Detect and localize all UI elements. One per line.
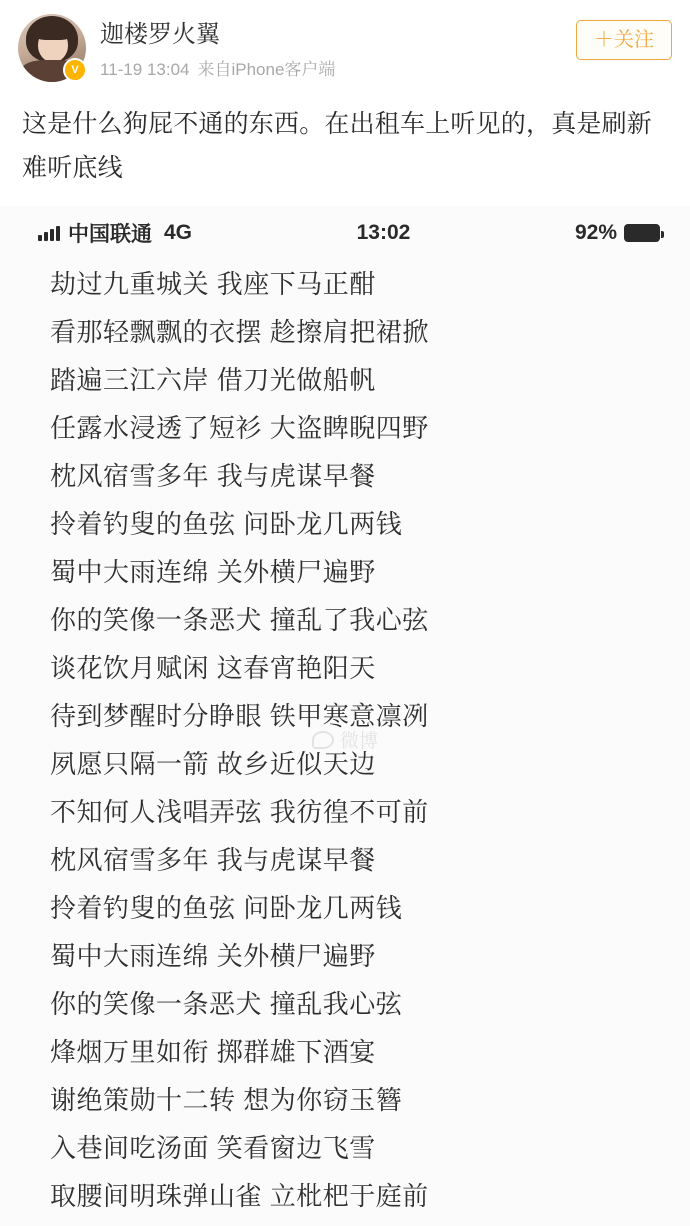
lyric-line: 蜀中大雨连绵 关外横尸遍野 xyxy=(50,557,376,587)
post-meta xyxy=(100,14,335,81)
lyric-line: 入巷间吃汤面 笑看窗边飞雪 xyxy=(50,1133,376,1163)
lyric-line: 踏遍三江六岸 借刀光做船帆 xyxy=(50,365,376,395)
lyric-line: 烽烟万里如衔 掷群雄下酒宴 xyxy=(50,1037,376,1067)
lyric-line: 劫过九重城关 我座下马正酣 xyxy=(50,269,376,299)
post-subline xyxy=(100,59,335,81)
attached-screenshot[interactable] xyxy=(0,206,690,1226)
verified-badge-icon: V xyxy=(63,58,87,82)
lyric-line: 拎着钓叟的鱼弦 问卧龙几两钱 xyxy=(50,893,403,923)
lyric-line: 枕风宿雪多年 我与虎谋早餐 xyxy=(50,845,376,875)
signal-bars-icon xyxy=(38,226,60,241)
status-bar-clock: 13:02 xyxy=(356,221,411,244)
carrier-label: 中国联通 xyxy=(68,223,152,246)
avatar-fringe-shape xyxy=(35,24,71,40)
lyric-line: 取腰间明珠弹山雀 立枇杷于庭前 xyxy=(50,1181,429,1211)
follow-button[interactable]: ＋关注 xyxy=(576,20,672,60)
lyric-line: 待到梦醒时分睁眼 铁甲寒意凛冽 xyxy=(50,701,429,731)
avatar[interactable] xyxy=(18,14,86,82)
battery-group xyxy=(575,221,660,245)
post-timestamp: 11-19 13:04 xyxy=(100,60,190,79)
lyric-line: 枕风宿雪多年 我与虎谋早餐 xyxy=(50,461,376,491)
post-source: 来自iPhone客户端 xyxy=(197,60,336,79)
battery-icon xyxy=(624,224,660,242)
post-header xyxy=(0,0,690,82)
battery-percent-label: 92% xyxy=(574,221,617,244)
watermark-label: 微博 xyxy=(339,731,379,752)
lyric-line: 谢绝策勋十二转 想为你窃玉簪 xyxy=(50,1085,403,1115)
post-content-text: 这是什么狗屁不通的东西。在出租车上听见的，真是刷新难听底线 xyxy=(22,110,653,182)
lyric-line: 夙愿只隔一箭 故乡近似天边 xyxy=(50,749,376,779)
lyric-line: 拎着钓叟的鱼弦 问卧龙几两钱 xyxy=(50,509,403,539)
lyric-line: 任露水浸透了短衫 大盗睥睨四野 xyxy=(50,413,429,443)
lyric-line: 谈花饮月赋闲 这春宵艳阳天 xyxy=(50,653,376,683)
lyric-line: 你的笑像一条恶犬 撞乱我心弦 xyxy=(50,989,403,1019)
lyric-line: 你的笑像一条恶犬 撞乱了我心弦 xyxy=(50,605,429,635)
lyric-line: 看那轻飘飘的衣摆 趁擦肩把裙掀 xyxy=(50,317,429,347)
user-nickname[interactable]: 迦楼罗火翼 xyxy=(100,21,220,48)
lyrics-list xyxy=(0,256,690,1220)
phone-status-bar xyxy=(0,206,690,256)
network-type-label: 4G xyxy=(164,221,193,244)
lyric-line: 不知何人浅唱弄弦 我彷徨不可前 xyxy=(50,797,429,827)
lyric-line: 蜀中大雨连绵 关外横尸遍野 xyxy=(50,941,376,971)
